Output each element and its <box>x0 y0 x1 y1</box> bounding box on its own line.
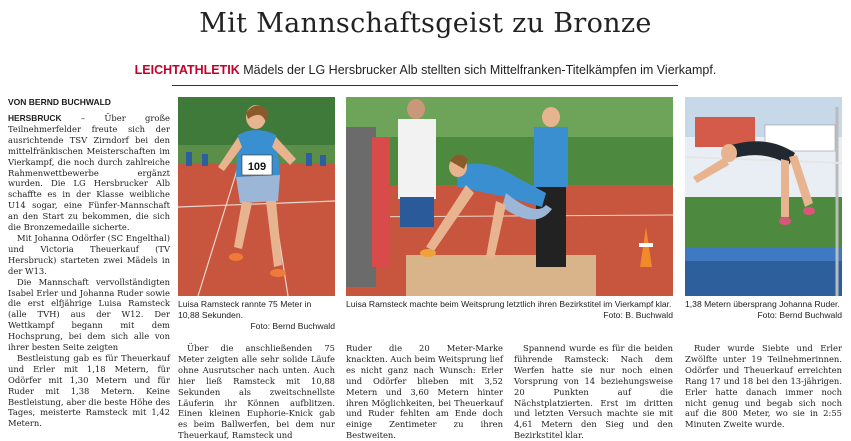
photo-long-jump <box>346 97 673 296</box>
headline: Mit Mannschaftsgeist zu Bronze <box>199 8 652 39</box>
bib-number: 109 <box>247 161 267 173</box>
photo-high-jump <box>685 97 842 296</box>
paragraph: Ruder wurde Siebte und Erler Zwölfte unter 19 Teilnehmerinnen. Odörfer und Theuerkauf erreichten Rang 17 und 18 bei den 13-jährigen. Erler hatte danach immer noch nicht genug und begab sich noch auf die 800 Meter, wo sie in 2:55 Minuten Zweite wurde. <box>685 343 842 430</box>
byline: VON BERND BUCHWALD <box>8 97 111 107</box>
paragraph-3: Die Mannschaft vervollständigten Isabel Erler und Johanna Ruder sowie die erst elfjährige Luisa Ramsteck (alle TVH) aus der W12. Der Wettkampf begann mit dem Hochsprung, bei dem sich alle von ihrer besten Seite zeigten <box>8 276 170 353</box>
paragraph-4: Bestleistung gab es für Theuerkauf und Erler mit 1,18 Metern, für Odörfer mit 1,30 Metern und für Ruder mit 1,38 Metern. Keine Bestleistung, aber die beste Höhe des Tages, meisterte Ramsteck mit 1,42 Metern. <box>8 352 170 429</box>
article-column-5 <box>685 343 842 430</box>
caption-text: Luisa Ramsteck rannte 75 Meter in 10,88 Sekunden. <box>178 299 312 320</box>
caption-photo-1 <box>178 299 335 332</box>
article-column-4 <box>514 343 673 441</box>
paragraph: Über die anschließenden 75 Meter zeigten alle sehr solide Läufe ohne Ausrutscher nach unten. Auch hier ließ Ramsteck mit 10,88 Sekunden als zweitschnellste Läuferin ihr Können aufblitzen. Einen kleinen Euphorie-Knick gab es beim Ballwerfen, bei dem nur Theuerkauf, Ramsteck und <box>178 343 335 441</box>
dateline: HERSBRUCK <box>8 113 62 123</box>
paragraph-1: HERSBRUCK – Über große Teilnehmerfelder freute sich der ausrichtende TSV Zirndorf bei den mittelfränkischen Meisterschaften im Vierkampf, die noch durch zahlreiche Rahmenwettbewerbe ergänzt wurden. Die LG Hersbrucker Alb schaffte es in der Klasse weibliche U14 sogar, eine Fünfer-Mannschaft an den Start zu bekommen, die sich die Bronzemedaille sicherte. <box>8 113 170 233</box>
article-column-3 <box>346 343 503 441</box>
paragraph: Spannend wurde es für die beiden führende Ramsteck: Nach dem Werfen hatte sie nur noch einen Vorsprung von 14 beziehungsweise 20 Punkten auf die Nächstplatzierten. Erst im dritten und letzten Versuch machte sie mit 4,61 Metern den Sieg und den Bezirkstitel klar. <box>514 343 673 441</box>
subheadline-text: Mädels der LG Hersbrucker Alb stellten sich Mittelfranken-Titelkämpfen im Vierkampf. <box>243 63 717 77</box>
article-column-2 <box>178 343 335 441</box>
photo-credit: Foto: Bernd Buchwald <box>757 310 842 320</box>
caption-photo-2 <box>346 299 673 321</box>
article-column-1 <box>8 113 170 429</box>
paragraph-2: Mit Johanna Odörfer (SC Engelthal) und Victoria Theuerkauf (TV Hersbruck) starteten zwei Mädels in der W13. <box>8 232 170 276</box>
subheadline <box>0 63 851 77</box>
headline-rule <box>172 85 678 86</box>
section-kicker: LEICHTATHLETIK <box>134 63 240 77</box>
photo-credit: Foto: B. Buchwald <box>603 310 673 320</box>
caption-text: Luisa Ramsteck machte beim Weitsprung letztlich ihren Bezirkstitel im Vierkampf klar. <box>346 299 672 309</box>
photo-credit: Foto: Bernd Buchwald <box>250 321 335 331</box>
caption-photo-3 <box>685 299 842 321</box>
paragraph: Ruder die 20 Meter-Marke knackten. Auch beim Weitsprung lief es nicht ganz nach Wunsch: Erler und Odörfer blieben mit 3,52 Metern und 3,60 Metern hinter ihren Möglichkeiten, bei Theuerkauf und Ruder fehlten am Ende doch einige Zentimeter zu ihren Bestweiten. <box>346 343 503 441</box>
caption-text: 1,38 Metern übersprang Johanna Ruder. <box>685 299 840 309</box>
photo-sprinter <box>178 97 335 296</box>
